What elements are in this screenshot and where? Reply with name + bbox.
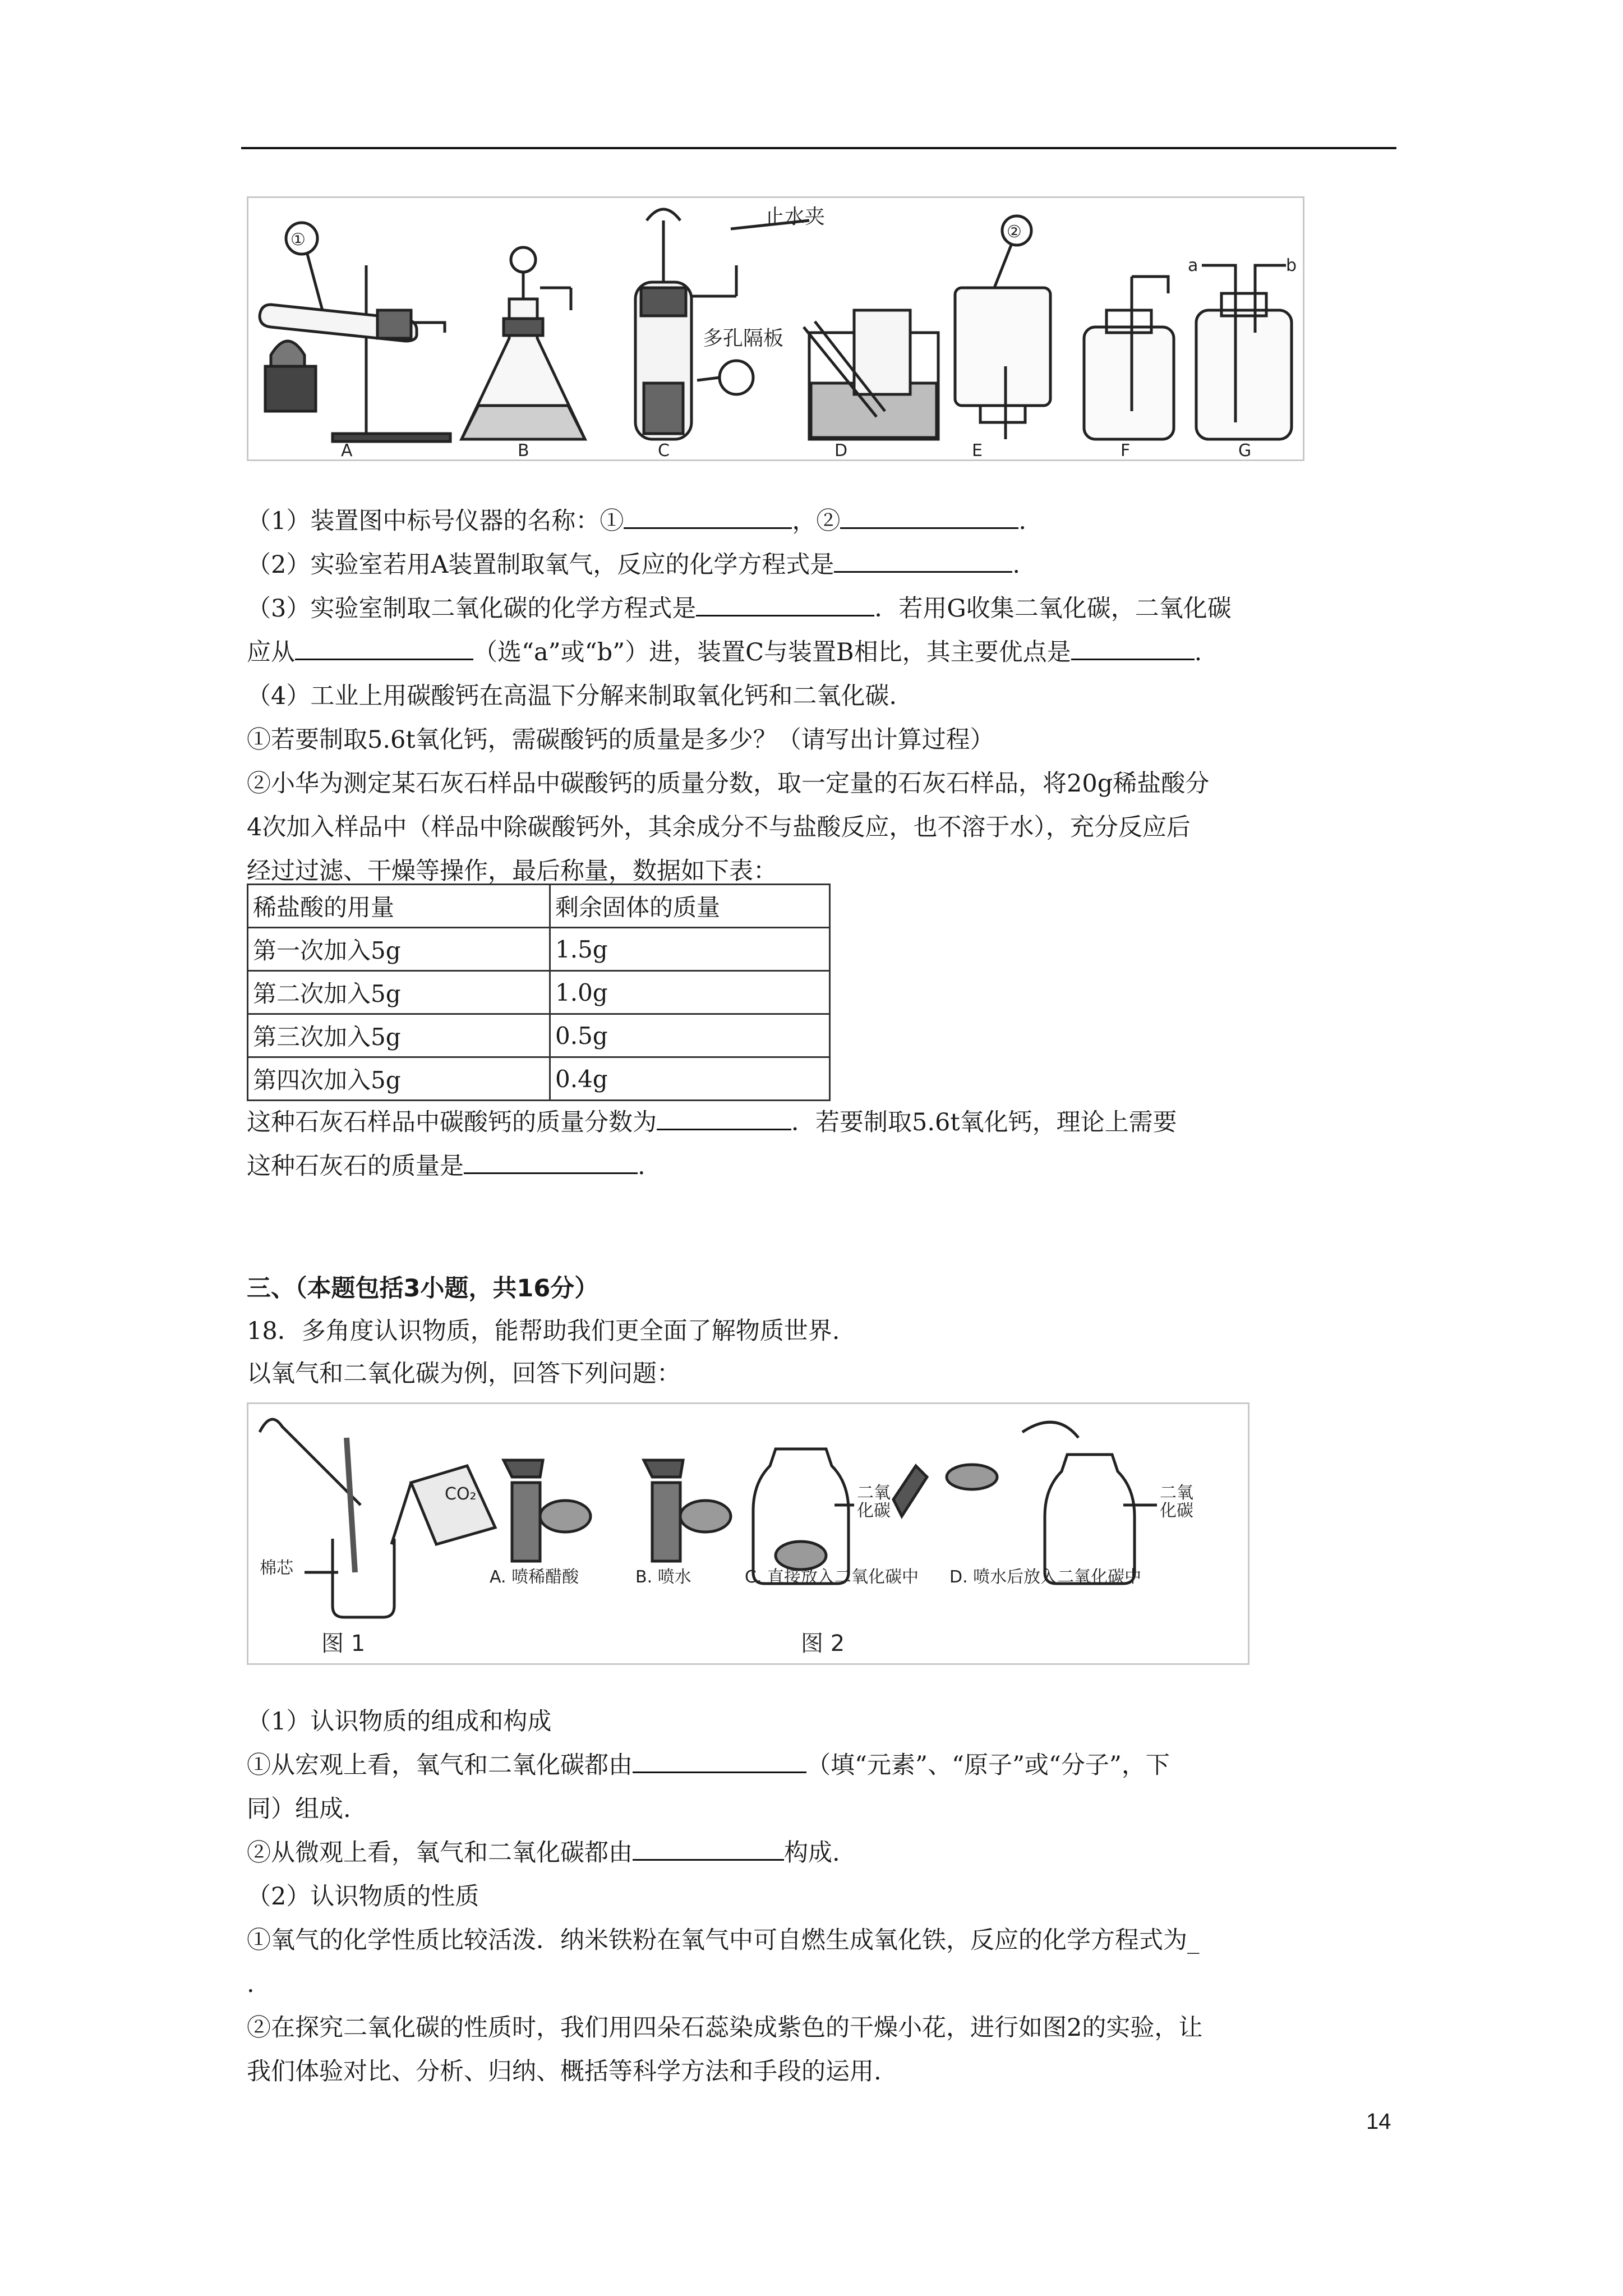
q17-part2: （2）实验室若用A装置制取氧气，反应的化学方程式是 . <box>247 543 1020 587</box>
q18-part2-1: ①氧气的化学性质比较活泼．纳米铁粉在氧气中可自燃生成氧化铁，反应的化学方程式为_ <box>247 1926 1200 1954</box>
blank-9[interactable] <box>633 1749 806 1773</box>
label-c: C <box>658 441 670 459</box>
blank-2[interactable] <box>840 505 1018 529</box>
label-jar-c-line2: 化碳 <box>857 1501 891 1521</box>
q18-intro: 以氧气和二氧化碳为例，回答下列问题： <box>247 1360 681 1388</box>
q17-part3: （3）实验室制取二氧化碳的化学方程式是 ．若用G收集二氧化碳，二氧化碳 <box>247 587 1232 631</box>
q17-part1: （1）装置图中标号仪器的名称：① ，② . <box>247 499 1026 543</box>
q18-part2-2b: 我们体验对比、分析、归纳、概括等科学方法和手段的运用. <box>247 2058 882 2086</box>
table-cell: 0.4g <box>550 1057 830 1101</box>
label-jar-d-line1: 二氧 <box>1160 1483 1193 1503</box>
label-jar-c-line1: 二氧 <box>857 1483 891 1503</box>
q17-part3-cont: 应从 （选“a”或“b”）进，装置C与装置B相比，其主要优点是 . <box>247 631 1202 674</box>
q17-result-1: 这种石灰石样品中碳酸钙的质量分数为 ．若要制取5.6t氧化钙，理论上需要 <box>247 1101 1177 1144</box>
q17-part4-2c: 经过过滤、干燥等操作，最后称量，数据如下表： <box>247 857 777 885</box>
apparatus-g <box>1196 265 1292 439</box>
apparatus-figure <box>247 196 1304 461</box>
q18-part1-1-cont: 同）组成. <box>247 1795 351 1823</box>
label-exp-b: B. 喷水 <box>635 1567 691 1587</box>
apparatus-e <box>955 216 1050 439</box>
apparatus-c <box>635 209 809 439</box>
table-header-row <box>248 885 830 928</box>
label-a: A <box>341 441 353 459</box>
q18-part1-1: ①从宏观上看，氧气和二氧化碳都由 （填“元素”、“原子”或“分子”，下 <box>247 1743 1170 1787</box>
table-cell: 第三次加入5g <box>248 1014 550 1057</box>
table-cell: 第二次加入5g <box>248 971 550 1014</box>
table-row <box>248 971 830 1014</box>
label-clip: 止水夹 <box>764 205 826 228</box>
co2-experiment-drawing <box>248 1404 1248 1663</box>
blank-4[interactable] <box>696 592 874 616</box>
apparatus-d <box>804 310 938 439</box>
q17-part4-1: ①若要制取5.6t氧化钙，需碳酸钙的质量是多少？（请写出计算过程） <box>247 726 994 754</box>
q17-result-2: 这种石灰石的质量是 . <box>247 1144 645 1188</box>
q18-part2-1-cont: . <box>247 1970 255 1998</box>
blank-6[interactable] <box>1071 636 1195 660</box>
table-cell: 第一次加入5g <box>248 928 550 971</box>
label-e: E <box>972 441 983 459</box>
label-circle-2: ② <box>1007 222 1022 242</box>
blank-7[interactable] <box>657 1106 791 1130</box>
q18-part2-2a: ②在探究二氧化碳的性质时，我们用四朵石蕊染成紫色的干燥小花，进行如图2的实验，让 <box>247 2014 1203 2042</box>
table-header-cell: 稀盐酸的用量 <box>248 885 550 928</box>
table-row <box>248 1057 830 1101</box>
table-header-cell: 剩余固体的质量 <box>550 885 830 928</box>
label-figure-1: 图 1 <box>321 1631 366 1657</box>
label-exp-c: C. 直接放入二氧化碳中 <box>745 1567 919 1587</box>
q17-part4: （4）工业上用碳酸钙在高温下分解来制取氧化钙和二氧化碳. <box>247 682 897 710</box>
co2-experiment-figure <box>247 1402 1249 1665</box>
label-port-b: b <box>1286 256 1297 275</box>
table-cell: 1.0g <box>550 971 830 1014</box>
label-jar-d-line2: 化碳 <box>1160 1501 1193 1521</box>
table-row <box>248 1014 830 1057</box>
q18-title: 18．多角度认识物质，能帮助我们更全面了解物质世界. <box>247 1317 840 1345</box>
label-co2-bottle: CO₂ <box>445 1484 477 1504</box>
apparatus-a <box>260 223 450 441</box>
label-circle-1: ① <box>291 230 306 250</box>
blank-10[interactable] <box>633 1837 784 1861</box>
page-number: 14 <box>1366 2109 1391 2134</box>
q18-part2: （2）认识物质的性质 <box>247 1883 479 1911</box>
table-cell: 0.5g <box>550 1014 830 1057</box>
table-row <box>248 928 830 971</box>
apparatus-drawing <box>248 198 1303 459</box>
blank-1[interactable] <box>624 505 792 529</box>
blank-3[interactable] <box>834 549 1012 573</box>
apparatus-f <box>1084 277 1174 439</box>
label-figure-2: 图 2 <box>801 1631 845 1657</box>
label-porous-plate: 多孔隔板 <box>703 327 784 350</box>
q18-part1: （1）认识物质的组成和构成 <box>247 1708 552 1736</box>
label-port-a: a <box>1188 256 1198 275</box>
header-rule <box>241 147 1396 149</box>
label-b: B <box>518 441 529 459</box>
q18-part1-2: ②从微观上看，氧气和二氧化碳都由 构成. <box>247 1831 840 1875</box>
data-table <box>247 884 831 1101</box>
label-f: F <box>1121 441 1131 459</box>
blank-8[interactable] <box>464 1150 638 1174</box>
fig2-experiments <box>504 1422 1157 1584</box>
label-exp-a: A. 喷稀醋酸 <box>490 1567 579 1587</box>
label-exp-d: D. 喷水后放入二氧化碳中 <box>949 1567 1142 1587</box>
q17-part4-2a: ②小华为测定某石灰石样品中碳酸钙的质量分数，取一定量的石灰石样品，将20g稀盐酸分 <box>247 770 1210 798</box>
apparatus-b <box>462 247 585 439</box>
label-d: D <box>834 441 848 459</box>
fig1-beaker <box>260 1419 495 1617</box>
table-cell: 1.5g <box>550 928 830 971</box>
table-cell: 第四次加入5g <box>248 1057 550 1101</box>
label-g: G <box>1238 441 1252 459</box>
blank-5[interactable] <box>295 636 473 660</box>
label-cotton-wick: 棉芯 <box>260 1558 293 1578</box>
q17-part4-2b: 4次加入样品中（样品中除碳酸钙外，其余成分不与盐酸反应，也不溶于水），充分反应后 <box>247 813 1191 841</box>
section-heading: 三、（本题包括3小题，共16分） <box>247 1274 599 1303</box>
